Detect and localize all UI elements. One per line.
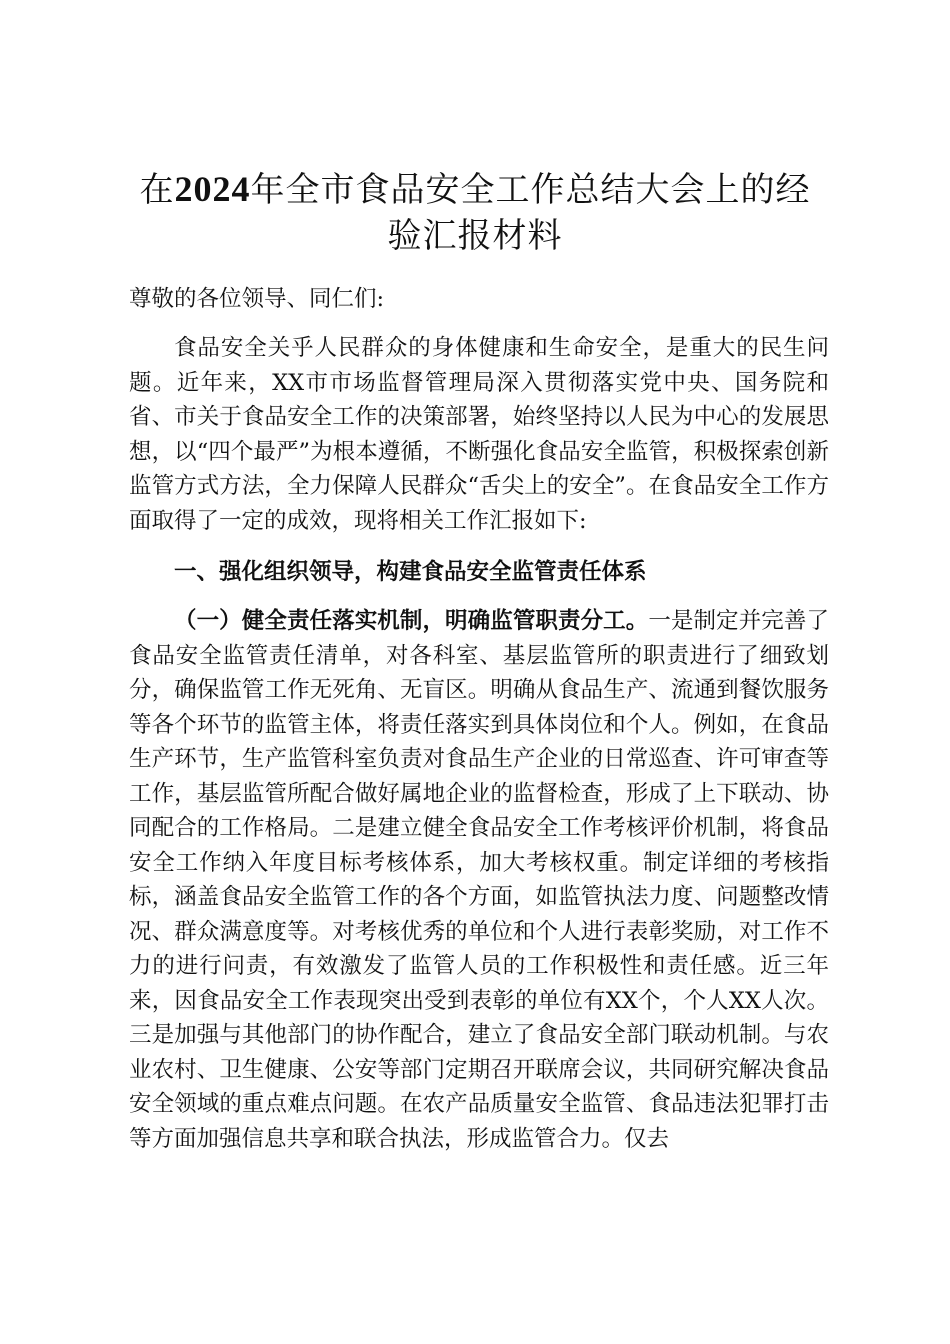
document-title — [120, 166, 830, 259]
intro-paragraph: 食品安全关乎人民群众的身体健康和生命安全，是重大的民生问题。近年来，XX市市场监督管理局深入贯彻落实党中央、国务院和省、市关于食品安全工作的决策部署，始终坚持以人民为中心的发展思想，以“四个最严”为根本遵循，不断强化食品安全监管，积极探索创新监管方式方法，全力保障人民群众“舌尖上的安全”。在食品安全工作方面取得了一定的成效，现将相关工作汇报如下: — [129, 335, 829, 534]
subsection-body: 一是制定并完善了食品安全监管责任清单，对各科室、基层监管所的职责进行了细致划分，确保监管工作无死角、无盲区。明确从食品生产、流通到餐饮服务等各个环节的监管主体，将责任落实到具体岗位和个人。例如，在食品生产环节，生产监管科室负责对食品生产企业的日常巡查、许可审查等工作，基层监管所配合做好属地企业的监督检查，形成了上下联动、协同配合的工作格局。二是建立健全食品安全工作考核评价机制，将食品安全工作纳入年度目标考核体系，加大考核权重。制定详细的考核指标，涵盖食品安全监管工作的各个方面，如监管执法力度、问题整改情况、群众满意度等。对考核优秀的单位和个人进行表彰奖励，对工作不力的进行问责，有效激发了监管人员的工作积极性和责任感。近三年来，因食品安全工作表现突出受到表彰的单位有XX个，个人XX人次。三是加强与其他部门的协作配合，建立了食品安全部门联动机制。与农业农村、卫生健康、公安等部门定期召开联席会议，共同研究解决食品安全领域的重点难点问题。在农产品质量安全监管、食品违法犯罪打击等方面加强信息共享和联合执法，形成监管合力。仅去 — [129, 608, 829, 1152]
title-year: 2024 — [174, 169, 251, 209]
title-line2: 验汇报材料 — [387, 216, 563, 256]
title-line1-rest: 年全市食品安全工作总结大会上的经 — [250, 170, 811, 210]
salutation: 尊敬的各位领导、同仁们: — [129, 286, 385, 312]
title-prefix: 在 — [139, 170, 175, 210]
subsection-paragraph — [129, 604, 829, 1156]
section-heading: 一、强化组织领导，构建食品安全监管责任体系 — [174, 559, 647, 585]
subsection-lead: （一）健全责任落实机制，明确监管职责分工。 — [174, 608, 649, 634]
